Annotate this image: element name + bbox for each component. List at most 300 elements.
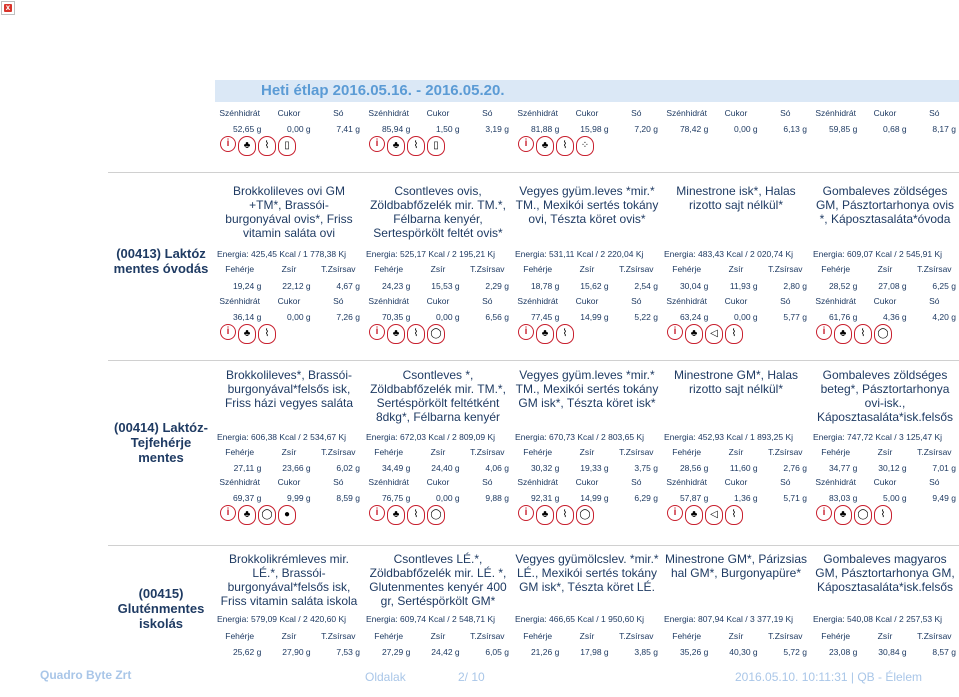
celery-icon — [238, 324, 256, 344]
macros-header-cell: Zsír — [579, 447, 595, 457]
macros-values-cell: 22,12 g — [282, 281, 311, 291]
top-totals-header-cell: Cukor — [575, 108, 599, 118]
celery-icon — [685, 505, 703, 525]
carbs-header — [662, 477, 810, 487]
celery-icon — [536, 505, 554, 525]
macros-values — [513, 281, 661, 291]
macros-values-cell: 15,62 g — [580, 281, 609, 291]
meal-description: Minestrone GM*, Párizsias hal GM*, Burgonyapüre* — [664, 552, 808, 580]
allergen-icons — [369, 136, 445, 156]
macros-header — [215, 264, 363, 274]
allergen-icons — [518, 324, 574, 344]
macros-values-cell: 18,78 g — [530, 281, 560, 291]
meal-description: Minestrone GM*, Halas rizotto sajt nélkül* — [673, 368, 799, 396]
wheat-icon — [407, 505, 425, 525]
egg-icon — [874, 324, 892, 344]
info-icon-glyph: i — [226, 507, 230, 518]
macros-header-cell: Fehérje — [672, 447, 702, 457]
close-icon[interactable]: x — [1, 1, 15, 15]
celery-icon-glyph: ♣ — [243, 140, 251, 151]
wheat-icon-glyph: ⌇ — [413, 509, 419, 520]
allergen-icons — [369, 324, 445, 344]
macros-values — [811, 463, 959, 473]
macros-header-cell: T.Zsírsav — [917, 264, 952, 274]
macros-values-cell: 30,12 g — [878, 463, 907, 473]
celery-icon-glyph: ♣ — [690, 509, 698, 520]
info-icon-glyph: i — [822, 326, 826, 337]
info-icon[interactable] — [220, 324, 236, 340]
carbs-header-cell: Só — [631, 477, 642, 487]
egg-icon-glyph: ◯ — [579, 509, 591, 520]
egg-icon-glyph: ◯ — [261, 509, 273, 520]
wheat-icon — [854, 324, 872, 344]
celery-icon — [238, 505, 256, 525]
milk-icon-glyph: ▯ — [433, 140, 439, 151]
info-icon[interactable] — [518, 136, 534, 152]
macros-values — [513, 463, 661, 473]
macros-values-cell: 7,53 g — [336, 647, 360, 657]
macros-header-cell: Fehérje — [374, 631, 404, 641]
macros-header — [662, 447, 810, 457]
celery-icon-glyph: ♣ — [243, 509, 251, 520]
celery-icon — [387, 324, 405, 344]
macros-header-cell: Zsír — [281, 447, 297, 457]
allergen-icons — [518, 505, 594, 525]
allergen-icons — [667, 324, 743, 344]
macros-header — [811, 631, 959, 641]
macros-values-cell: 24,40 g — [431, 463, 460, 473]
carbs-header-cell: Cukor — [724, 296, 748, 306]
info-icon-glyph: i — [822, 507, 826, 518]
celery-icon — [387, 505, 405, 525]
carbs-header-cell: Só — [631, 296, 642, 306]
macros-values-cell: 25,62 g — [232, 647, 262, 657]
carbs-values-cell: 7,26 g — [336, 312, 360, 322]
macros-header-cell: T.Zsírsav — [917, 447, 952, 457]
carbs-values-cell: 0,00 g — [436, 312, 460, 322]
carbs-header-cell: Szénhidrát — [666, 477, 707, 487]
macros-values-cell: 5,72 g — [783, 647, 807, 657]
celery-icon — [834, 324, 852, 344]
macros-header-cell: Zsír — [430, 447, 446, 457]
carbs-values-cell: 5,71 g — [783, 493, 807, 503]
meal-description: Gombaleves zöldséges beteg*, Pásztortarhonya ovi-isk., Káposztasaláta*isk.felsős — [816, 368, 954, 424]
top-totals-header — [662, 108, 810, 118]
allergen-icons — [220, 324, 276, 344]
row-divider — [108, 545, 959, 546]
egg-icon — [258, 505, 276, 525]
wheat-icon — [556, 136, 574, 156]
macros-values — [364, 281, 512, 291]
macros-values-cell: 27,29 g — [381, 647, 411, 657]
info-icon[interactable] — [369, 324, 385, 340]
top-totals-values — [364, 124, 512, 134]
top-totals-header-cell: Cukor — [724, 108, 748, 118]
fish-icon — [705, 505, 723, 525]
wheat-icon — [556, 505, 574, 525]
macros-header-cell: Fehérje — [821, 447, 851, 457]
macros-header-cell: Zsír — [430, 264, 446, 274]
top-totals-header-cell: Szénhidrát — [368, 108, 409, 118]
macros-header-cell: Zsír — [728, 447, 744, 457]
top-totals-values-cell: 8,17 g — [932, 124, 956, 134]
egg-icon — [427, 505, 445, 525]
menu-title: Heti étlap 2016.05.16. - 2016.05.20. — [261, 82, 505, 99]
info-icon-glyph: i — [524, 507, 528, 518]
celery-icon-glyph: ♣ — [839, 509, 847, 520]
carbs-values-cell: 4,20 g — [932, 312, 956, 322]
carbs-header-cell: Szénhidrát — [517, 296, 558, 306]
macros-values-cell: 2,80 g — [783, 281, 807, 291]
info-icon[interactable] — [220, 136, 236, 152]
macros-values-cell: 3,75 g — [634, 463, 658, 473]
top-totals-values-cell: 6,13 g — [783, 124, 807, 134]
carbs-header-cell: Cukor — [277, 477, 301, 487]
macros-values — [215, 281, 363, 291]
carbs-header — [811, 296, 959, 306]
carbs-values-cell: 14,99 g — [580, 493, 609, 503]
mustard-icon — [278, 505, 296, 525]
carbs-values-cell: 63,24 g — [679, 312, 709, 322]
macros-header-cell: T.Zsírsav — [470, 264, 505, 274]
carbs-header-cell: Só — [780, 477, 791, 487]
allergen-icons — [667, 505, 743, 525]
celery-icon — [834, 505, 852, 525]
macros-values-cell: 19,24 g — [232, 281, 262, 291]
top-totals-values — [662, 124, 810, 134]
wheat-icon-glyph: ⌇ — [413, 140, 419, 151]
carbs-header-cell: Cukor — [426, 296, 450, 306]
carbs-header — [811, 477, 959, 487]
row-label: (00413) Laktóz mentes óvodás — [113, 246, 209, 276]
info-icon[interactable] — [369, 505, 385, 521]
macros-header — [513, 264, 661, 274]
top-totals-values-cell: 15,98 g — [580, 124, 609, 134]
meal-description: Brokkolileves*, Brassói-burgonyával*felsős isk, Friss házi vegyes saláta — [224, 368, 354, 410]
carbs-header — [215, 477, 363, 487]
macros-values-cell: 7,01 g — [932, 463, 956, 473]
macros-values-cell: 27,90 g — [282, 647, 311, 657]
soy-icon — [576, 136, 594, 156]
carbs-values-cell: 76,75 g — [381, 493, 411, 503]
allergen-icons — [816, 505, 892, 525]
top-totals-header-cell: Cukor — [873, 108, 897, 118]
top-totals-values-cell: 1,50 g — [436, 124, 460, 134]
wheat-icon — [556, 324, 574, 344]
top-totals-header-cell: Só — [333, 108, 344, 118]
footer-company: Quadro Byte Zrt — [40, 668, 132, 682]
macros-header — [364, 631, 512, 641]
macros-values-cell: 34,49 g — [381, 463, 411, 473]
carbs-values — [662, 312, 810, 322]
carbs-values-cell: 1,36 g — [734, 493, 758, 503]
macros-values-cell: 2,76 g — [783, 463, 807, 473]
top-totals-header-cell: Só — [929, 108, 940, 118]
carbs-values-cell: 9,49 g — [932, 493, 956, 503]
meal-description: Csontleves *, Zöldbabfőzelék mir. TM.*, Sertéspörkölt feltétként 8dkg*, Félbarna kenyér — [370, 368, 506, 424]
row-divider — [108, 360, 959, 361]
celery-icon — [536, 136, 554, 156]
milk-icon — [427, 136, 445, 156]
macros-values-cell: 6,05 g — [485, 647, 509, 657]
macros-header-cell: T.Zsírsav — [768, 447, 803, 457]
wheat-icon-glyph: ⌇ — [880, 509, 886, 520]
info-icon-glyph: i — [375, 138, 379, 149]
wheat-icon — [407, 324, 425, 344]
carbs-header-cell: Só — [482, 477, 493, 487]
macros-header — [364, 447, 512, 457]
wheat-icon-glyph: ⌇ — [860, 328, 866, 339]
carbs-header-cell: Cukor — [873, 296, 897, 306]
wheat-icon-glyph: ⌇ — [731, 509, 737, 520]
top-totals-header-cell: Só — [631, 108, 642, 118]
celery-icon-glyph: ♣ — [392, 140, 400, 151]
allergen-icons — [220, 505, 296, 525]
carbs-values — [811, 493, 959, 503]
macros-values — [662, 647, 810, 657]
carbs-values-cell: 0,00 g — [436, 493, 460, 503]
info-icon-glyph: i — [673, 326, 677, 337]
top-totals-values-cell: 0,00 g — [734, 124, 758, 134]
allergen-icons — [220, 136, 296, 156]
egg-icon — [854, 505, 872, 525]
top-totals-values-cell: 52,65 g — [232, 124, 262, 134]
macros-values-cell: 11,93 g — [729, 281, 758, 291]
celery-icon-glyph: ♣ — [392, 509, 400, 520]
wheat-icon — [725, 505, 743, 525]
wheat-icon-glyph: ⌇ — [264, 328, 270, 339]
macros-header — [811, 447, 959, 457]
macros-header-cell: Fehérje — [672, 631, 702, 641]
energy-value: Energia: 747,72 Kcal / 3 125,47 Kj — [813, 432, 943, 442]
info-icon[interactable] — [518, 324, 534, 340]
macros-values — [364, 647, 512, 657]
info-icon[interactable] — [816, 324, 832, 340]
carbs-values — [364, 493, 512, 503]
wheat-icon-glyph: ⌇ — [562, 509, 568, 520]
fish-icon-glyph: ◁ — [710, 328, 718, 339]
egg-icon-glyph: ◯ — [877, 328, 889, 339]
macros-header-cell: Fehérje — [523, 264, 553, 274]
macros-header-cell: T.Zsírsav — [768, 631, 803, 641]
carbs-values — [513, 493, 661, 503]
carbs-values-cell: 9,99 g — [287, 493, 311, 503]
row-label: (00414) Laktóz-Tejfehérje mentes — [114, 420, 208, 465]
top-totals-values — [215, 124, 363, 134]
top-totals-values-cell: 59,85 g — [828, 124, 858, 134]
carbs-values-cell: 0,00 g — [287, 312, 311, 322]
carbs-values-cell: 77,45 g — [530, 312, 560, 322]
carbs-values — [215, 312, 363, 322]
macros-values — [215, 647, 363, 657]
macros-header-cell: T.Zsírsav — [470, 447, 505, 457]
carbs-header-cell: Cukor — [724, 477, 748, 487]
macros-header-cell: Zsír — [728, 264, 744, 274]
macros-values-cell: 24,23 g — [381, 281, 411, 291]
allergen-icons — [816, 324, 892, 344]
top-totals-header-cell: Szénhidrát — [666, 108, 707, 118]
macros-values-cell: 19,33 g — [580, 463, 609, 473]
macros-header-cell: T.Zsírsav — [619, 631, 654, 641]
egg-icon-glyph: ◯ — [430, 328, 442, 339]
info-icon[interactable] — [667, 505, 683, 521]
meal-description: Csontleves LÉ.*, Zöldbabfőzelék mir. LÉ. *, Glutenmentes kenyér 400 gr, Sertéspörkölt GM* — [369, 552, 507, 608]
top-totals-values-cell: 85,94 g — [381, 124, 411, 134]
meal-description: Brokkolileves ovi GM +TM*, Brassói-burgonyával ovis*, Friss vitamin saláta ovi — [225, 184, 353, 240]
carbs-header-cell: Só — [482, 296, 493, 306]
macros-values-cell: 4,06 g — [485, 463, 509, 473]
carbs-header-cell: Cukor — [575, 296, 599, 306]
macros-header-cell: Fehérje — [225, 264, 255, 274]
celery-icon-glyph: ♣ — [541, 140, 549, 151]
wheat-icon-glyph: ⌇ — [413, 328, 419, 339]
energy-value: Energia: 609,07 Kcal / 2 545,91 Kj — [813, 249, 943, 259]
top-totals-header-cell: Só — [780, 108, 791, 118]
wheat-icon — [407, 136, 425, 156]
celery-icon-glyph: ♣ — [243, 328, 251, 339]
macros-values-cell: 23,08 g — [828, 647, 858, 657]
macros-values — [811, 647, 959, 657]
energy-value: Energia: 540,08 Kcal / 2 257,53 Kj — [813, 614, 943, 624]
top-totals-header-cell: Só — [482, 108, 493, 118]
carbs-header-cell: Szénhidrát — [666, 296, 707, 306]
macros-header-cell: Zsír — [281, 631, 297, 641]
macros-header-cell: Zsír — [579, 264, 595, 274]
top-totals-values-cell: 81,88 g — [530, 124, 560, 134]
top-totals-values-cell: 7,20 g — [634, 124, 658, 134]
energy-value: Energia: 525,17 Kcal / 2 195,21 Kj — [366, 249, 496, 259]
energy-value: Energia: 609,74 Kcal / 2 548,71 Kj — [366, 614, 496, 624]
macros-header-cell: Zsír — [728, 631, 744, 641]
celery-icon-glyph: ♣ — [392, 328, 400, 339]
macros-values-cell: 27,08 g — [878, 281, 907, 291]
carbs-header-cell: Szénhidrát — [815, 477, 856, 487]
info-icon-glyph: i — [375, 326, 379, 337]
meal-description: Gombaleves zöldséges GM, Pásztortarhonya ovis *, Káposztasaláta*óvoda — [815, 184, 955, 226]
energy-value: Energia: 807,94 Kcal / 3 377,19 Kj — [664, 614, 794, 624]
info-icon-glyph: i — [524, 326, 528, 337]
carbs-header-cell: Cukor — [426, 477, 450, 487]
celery-icon — [387, 136, 405, 156]
macros-header-cell: Fehérje — [374, 264, 404, 274]
info-icon-glyph: i — [673, 507, 677, 518]
energy-value: Energia: 483,43 Kcal / 2 020,74 Kj — [664, 249, 794, 259]
macros-header-cell: T.Zsírsav — [321, 264, 356, 274]
menu-title-bar — [215, 80, 959, 102]
info-icon[interactable] — [816, 505, 832, 521]
carbs-header-cell: Szénhidrát — [368, 477, 409, 487]
energy-value: Energia: 466,65 Kcal / 1 950,60 Kj — [515, 614, 645, 624]
row-label: (00415) Gluténmentes iskolás — [117, 586, 205, 631]
energy-value: Energia: 531,11 Kcal / 2 220,04 Kj — [515, 249, 644, 259]
carbs-values-cell: 70,35 g — [381, 312, 411, 322]
carbs-values-cell: 69,37 g — [232, 493, 262, 503]
meal-description: Csontleves ovis, Zöldbabfőzelék mir. TM.*, Félbarna kenyér, Sertespörkölt feltét ovis* — [370, 184, 506, 240]
energy-value: Energia: 425,45 Kcal / 1 778,38 Kj — [217, 249, 347, 259]
macros-header-cell: Fehérje — [225, 447, 255, 457]
info-icon[interactable] — [667, 324, 683, 340]
carbs-header-cell: Só — [333, 477, 344, 487]
soy-icon-glyph: ⁘ — [580, 140, 590, 151]
macros-values-cell: 11,60 g — [729, 463, 758, 473]
macros-header-cell: Zsír — [579, 631, 595, 641]
mustard-icon-glyph: ● — [283, 509, 291, 520]
wheat-icon — [258, 136, 276, 156]
carbs-header-cell: Só — [929, 296, 940, 306]
macros-header-cell: Zsír — [430, 631, 446, 641]
carbs-values — [513, 312, 661, 322]
footer-timestamp: 2016.05.10. 10:11:31 | QB - Élelem — [735, 670, 923, 684]
egg-icon — [576, 505, 594, 525]
info-icon[interactable] — [220, 505, 236, 521]
macros-header — [215, 447, 363, 457]
macros-header-cell: Zsír — [281, 264, 297, 274]
info-icon-glyph: i — [226, 326, 230, 337]
top-totals-values — [513, 124, 661, 134]
macros-values-cell: 6,25 g — [932, 281, 956, 291]
top-totals-header — [513, 108, 661, 118]
allergen-icons — [369, 505, 445, 525]
milk-icon-glyph: ▯ — [284, 140, 290, 151]
top-totals-values-cell: 3,19 g — [485, 124, 509, 134]
meal-description: Brokkolikrémleves mir. LÉ.*, Brassói-burgonyával*felsős isk, Friss vitamin saláta iskola — [220, 552, 358, 608]
energy-value: Energia: 579,09 Kcal / 2 420,60 Kj — [217, 614, 347, 624]
celery-icon — [536, 324, 554, 344]
top-totals-header-cell: Cukor — [426, 108, 450, 118]
carbs-header-cell: Szénhidrát — [219, 296, 260, 306]
macros-header-cell: T.Zsírsav — [470, 631, 505, 641]
energy-value: Energia: 606,38 Kcal / 2 534,67 Kj — [217, 432, 347, 442]
top-totals-values-cell: 0,68 g — [883, 124, 907, 134]
macros-values — [215, 463, 363, 473]
carbs-values-cell: 6,29 g — [634, 493, 658, 503]
carbs-header — [215, 296, 363, 306]
macros-header — [811, 264, 959, 274]
carbs-values — [662, 493, 810, 503]
macros-values-cell: 23,66 g — [282, 463, 311, 473]
energy-value: Energia: 672,03 Kcal / 2 809,09 Kj — [366, 432, 496, 442]
macros-values — [811, 281, 959, 291]
carbs-header-cell: Só — [929, 477, 940, 487]
carbs-values-cell: 92,31 g — [530, 493, 560, 503]
carbs-values-cell: 5,22 g — [634, 312, 658, 322]
info-icon[interactable] — [518, 505, 534, 521]
celery-icon-glyph: ♣ — [541, 328, 549, 339]
top-totals-header-cell: Szénhidrát — [517, 108, 558, 118]
macros-header-cell: Zsír — [877, 631, 893, 641]
wheat-icon — [725, 324, 743, 344]
macros-header-cell: T.Zsírsav — [321, 447, 356, 457]
allergen-icons — [518, 136, 594, 156]
macros-header — [513, 631, 661, 641]
top-totals-header-cell: Cukor — [277, 108, 301, 118]
egg-icon — [427, 324, 445, 344]
wheat-icon-glyph: ⌇ — [562, 328, 568, 339]
info-icon[interactable] — [369, 136, 385, 152]
footer-page-number: 2/ 10 — [458, 670, 485, 684]
macros-values-cell: 21,26 g — [530, 647, 560, 657]
macros-header-cell: T.Zsírsav — [619, 264, 654, 274]
wheat-icon-glyph: ⌇ — [562, 140, 568, 151]
carbs-header-cell: Cukor — [277, 296, 301, 306]
carbs-values-cell: 36,14 g — [232, 312, 262, 322]
carbs-header-cell: Cukor — [873, 477, 897, 487]
macros-values-cell: 24,42 g — [431, 647, 460, 657]
carbs-header-cell: Só — [333, 296, 344, 306]
meal-description: Vegyes gyüm.leves *mir.* TM., Mexikói sertés tokány ovi, Tészta köret ovis* — [515, 184, 659, 226]
carbs-values — [364, 312, 512, 322]
top-totals-header-cell: Szénhidrát — [815, 108, 856, 118]
